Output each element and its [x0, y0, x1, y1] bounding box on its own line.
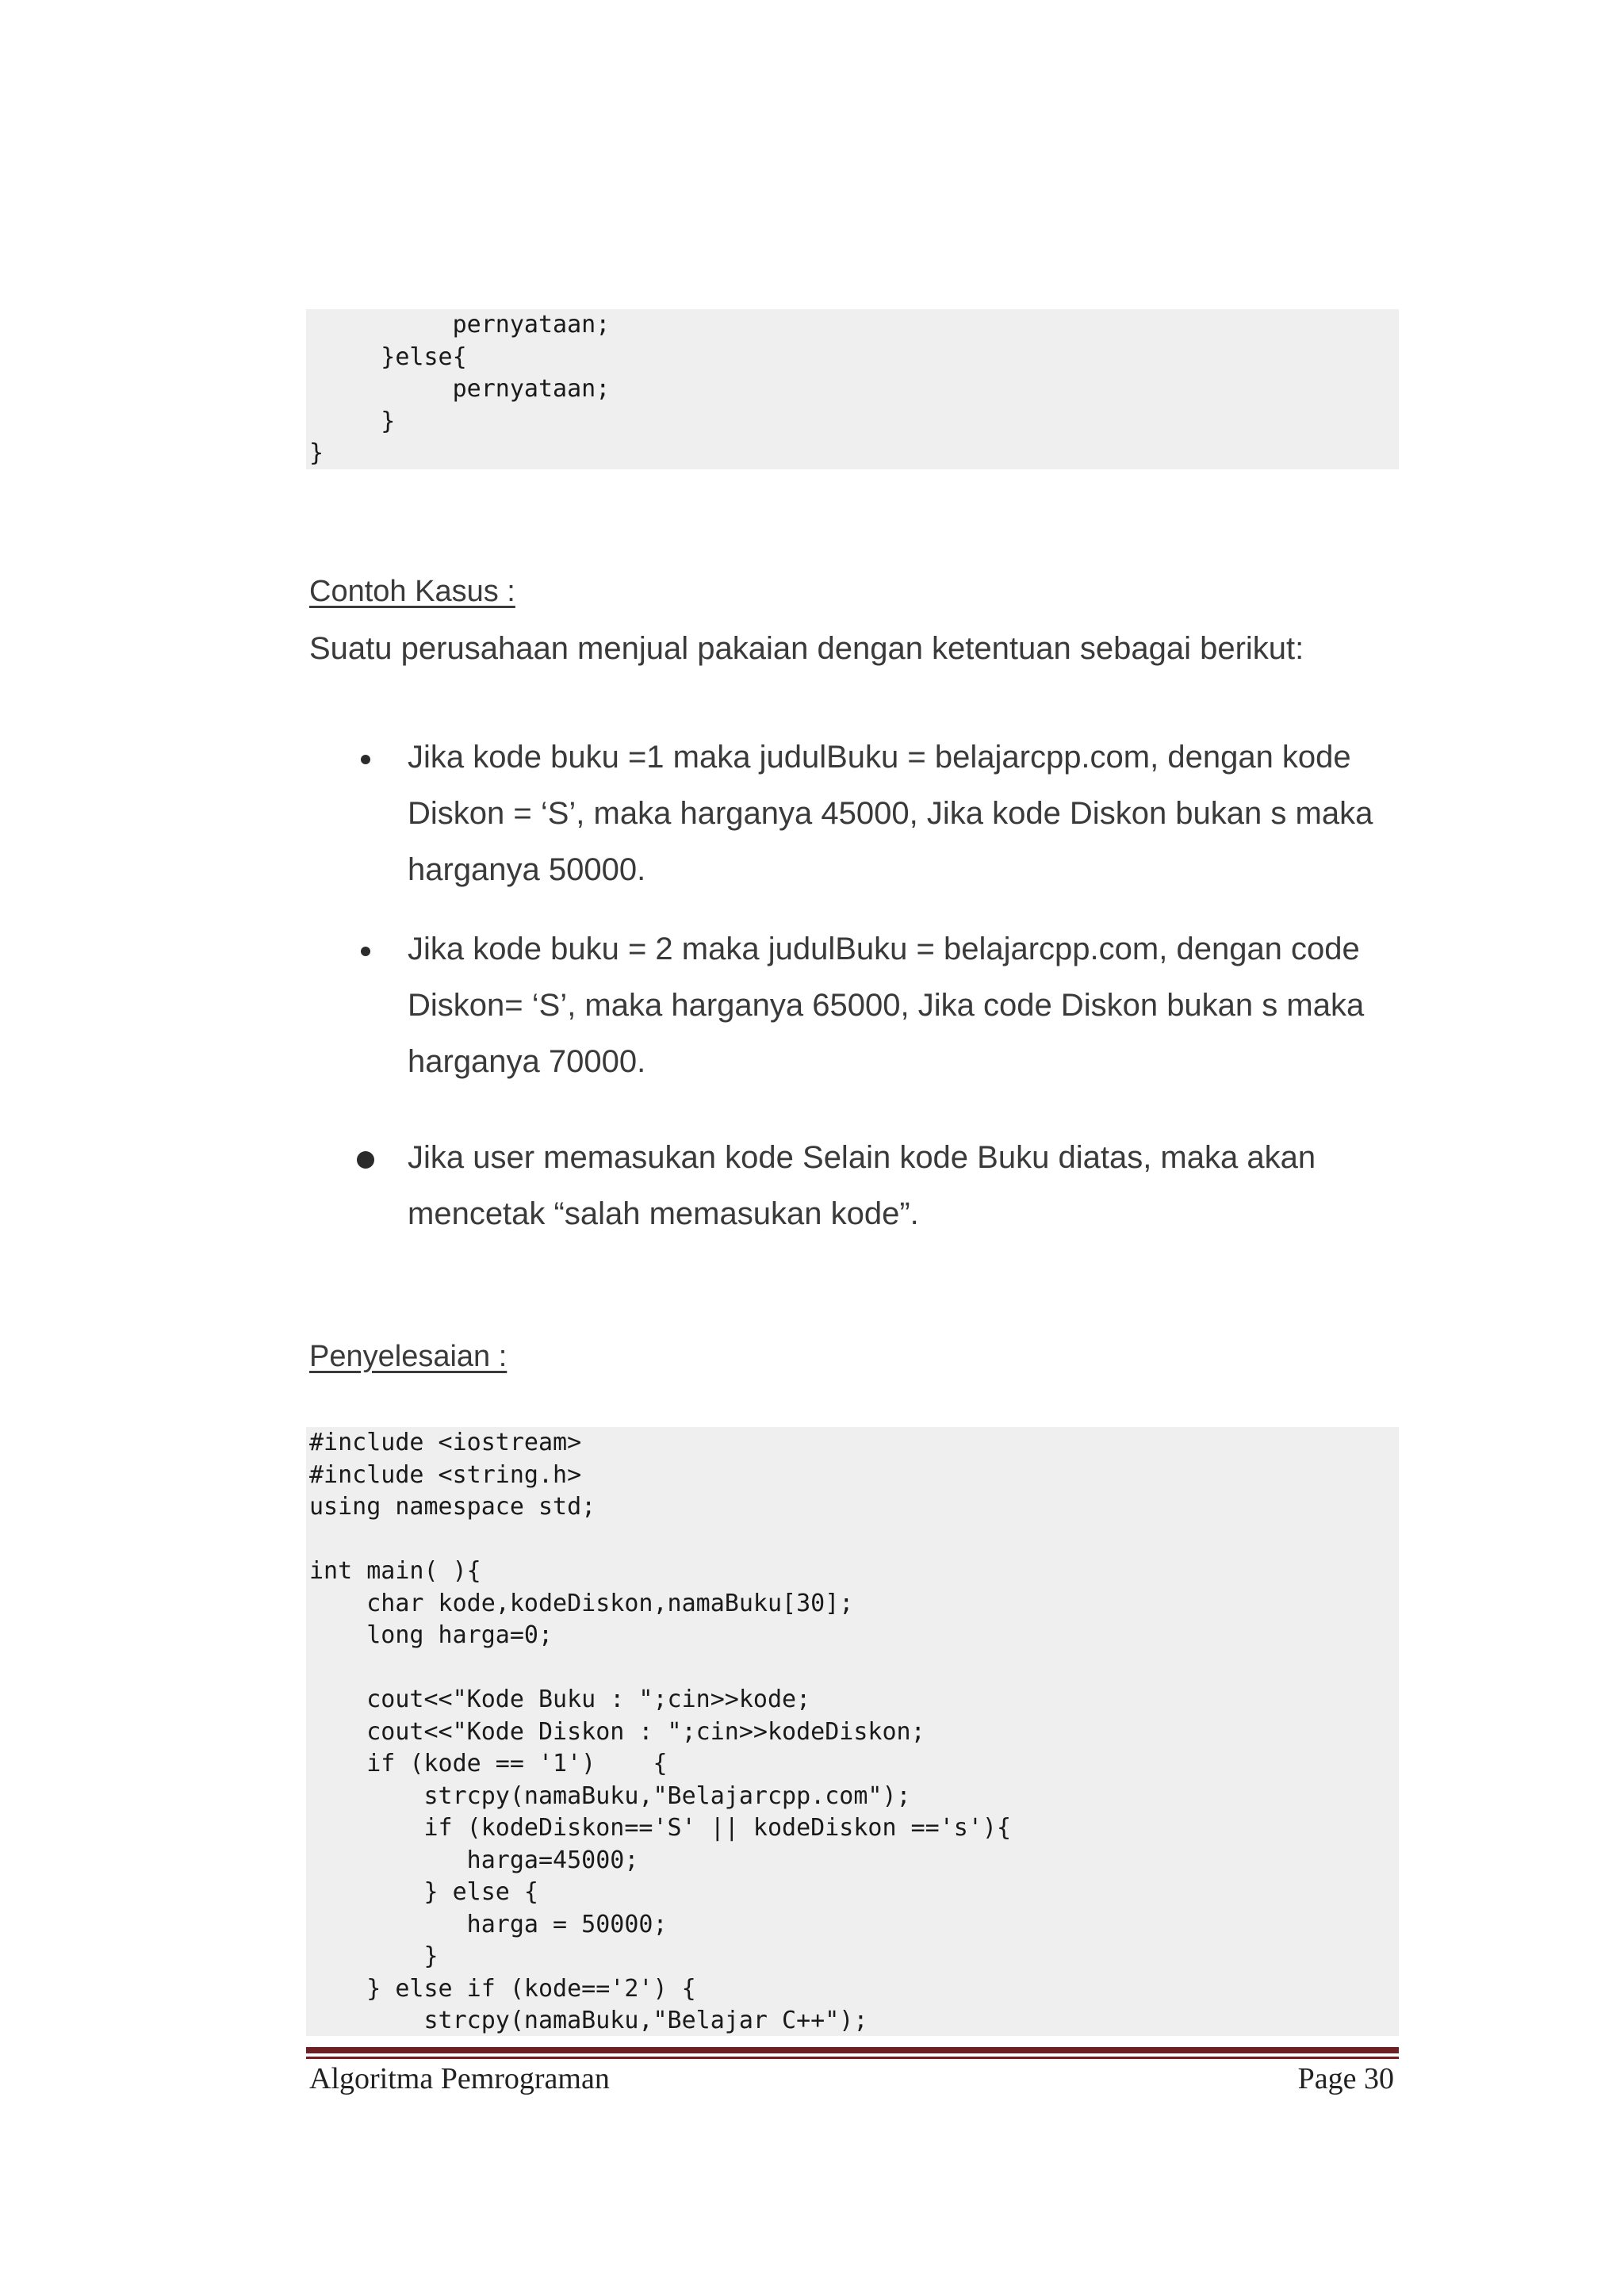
bullet-text: Jika user memasukan kode Selain kode Buku diatas, maka akan mencetak “salah memasukan kode”. — [408, 1140, 1316, 1231]
footer-divider-thick — [306, 2047, 1399, 2053]
code-main-text: #include <iostream> #include <string.h> using namespace std; int main( ){ char kode,kodeDiskon,namaBuku[30]; long harga=0; cout<<"Kode Buku : ";cin>>kode; cout<<"Kode Diskon : ";cin>>kodeDiskon; if (kode == '1') { strcpy(namaBuku,"Belajarcpp.com"); if (kodeDiskon=='S' || kodeDiskon =='s'){ harga=45000; } else { harga = 50000; } } else if (kode=='2') { strcpy(namaBuku,"Belajar C++"); — [309, 1429, 1012, 2034]
code-block-top — [306, 309, 1399, 469]
bullet-icon — [361, 755, 370, 764]
bullet-text: Jika kode buku =1 maka judulBuku = belajarcpp.com, dengan kode Diskon = ‘S’, maka harganya 45000, Jika kode Diskon bukan s maka harganya 50000. — [408, 740, 1373, 887]
code-top-text: pernyataan; }else{ pernyataan; } } — [309, 311, 611, 467]
code-block-main — [306, 1427, 1399, 2036]
footer-divider-thin — [306, 2057, 1399, 2059]
contoh-kasus-heading: Contoh Kasus : — [309, 575, 515, 608]
penyelesaian-heading: Penyelesaian : — [309, 1340, 508, 1373]
footer-title: Algoritma Pemrograman — [309, 2062, 610, 2095]
page-number: Page 30 — [1297, 2062, 1394, 2095]
bullet-icon — [361, 947, 370, 956]
bullet-text: Jika kode buku = 2 maka judulBuku = belajarcpp.com, dengan code Diskon= ‘S’, maka harganya 65000, Jika code Diskon bukan s maka harganya 70000. — [408, 932, 1365, 1079]
bullet-icon — [357, 1151, 374, 1169]
contoh-kasus-intro: Suatu perusahaan menjual pakaian dengan ketentuan sebagai berikut: — [309, 631, 1304, 666]
